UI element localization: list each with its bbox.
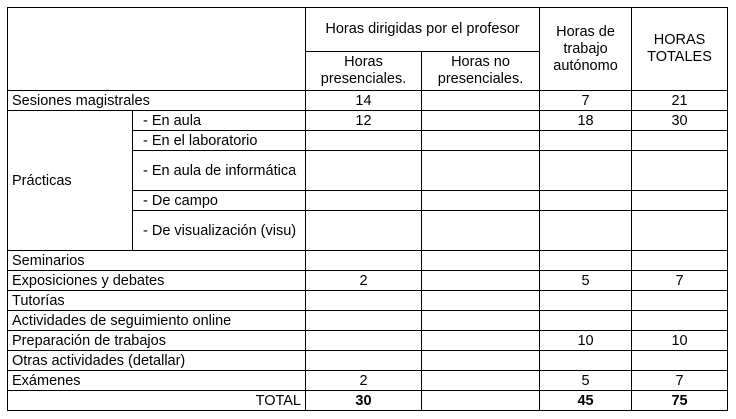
cell-autonomo bbox=[540, 251, 632, 271]
row-label: Preparación de trabajos bbox=[8, 331, 306, 351]
row-label: - De campo bbox=[133, 191, 306, 211]
cell-autonomo bbox=[540, 211, 632, 251]
total-no-presenciales bbox=[422, 391, 540, 411]
cell-total bbox=[632, 291, 728, 311]
row-label: Tutorías bbox=[8, 291, 306, 311]
cell-presenciales bbox=[306, 311, 422, 331]
cell-presenciales bbox=[306, 331, 422, 351]
cell-no-presenciales bbox=[422, 311, 540, 331]
cell-presenciales bbox=[306, 151, 422, 191]
row-label: - En aula bbox=[133, 111, 306, 131]
cell-autonomo bbox=[540, 291, 632, 311]
header-horas-autonomo: Horas de trabajo autónomo bbox=[540, 8, 632, 91]
cell-autonomo bbox=[540, 191, 632, 211]
cell-presenciales bbox=[306, 291, 422, 311]
cell-no-presenciales bbox=[422, 371, 540, 391]
cell-no-presenciales bbox=[422, 111, 540, 131]
cell-autonomo: 7 bbox=[540, 91, 632, 111]
header-empty-cell bbox=[8, 8, 306, 91]
cell-no-presenciales bbox=[422, 211, 540, 251]
cell-total bbox=[632, 131, 728, 151]
cell-total: 10 bbox=[632, 331, 728, 351]
cell-presenciales bbox=[306, 351, 422, 371]
practicas-label: Prácticas bbox=[8, 111, 133, 251]
cell-total bbox=[632, 251, 728, 271]
row-label: Actividades de seguimiento online bbox=[8, 311, 306, 331]
cell-no-presenciales bbox=[422, 191, 540, 211]
cell-no-presenciales bbox=[422, 351, 540, 371]
total-label: TOTAL bbox=[8, 391, 306, 411]
cell-presenciales bbox=[306, 211, 422, 251]
table-row bbox=[8, 311, 728, 331]
cell-autonomo bbox=[540, 311, 632, 331]
cell-autonomo bbox=[540, 151, 632, 191]
cell-total: 21 bbox=[632, 91, 728, 111]
header-horas-totales: HORAS TOTALES bbox=[632, 8, 728, 91]
table-row bbox=[8, 291, 728, 311]
table-row bbox=[8, 271, 728, 291]
cell-presenciales: 12 bbox=[306, 111, 422, 131]
cell-total bbox=[632, 311, 728, 331]
cell-no-presenciales bbox=[422, 151, 540, 191]
cell-total bbox=[632, 191, 728, 211]
cell-no-presenciales bbox=[422, 251, 540, 271]
table-row bbox=[8, 111, 728, 131]
cell-autonomo: 5 bbox=[540, 371, 632, 391]
cell-no-presenciales bbox=[422, 271, 540, 291]
cell-total bbox=[632, 351, 728, 371]
total-row bbox=[8, 391, 728, 411]
cell-total bbox=[632, 211, 728, 251]
total-presenciales: 30 bbox=[306, 391, 422, 411]
cell-no-presenciales bbox=[422, 91, 540, 111]
cell-total: 7 bbox=[632, 271, 728, 291]
row-label: Otras actividades (detallar) bbox=[8, 351, 306, 371]
cell-autonomo: 18 bbox=[540, 111, 632, 131]
cell-total: 7 bbox=[632, 371, 728, 391]
total-total: 75 bbox=[632, 391, 728, 411]
hours-table bbox=[7, 7, 728, 411]
table-row bbox=[8, 371, 728, 391]
row-label: - De visualización (visu) bbox=[133, 211, 306, 251]
row-label: Seminarios bbox=[8, 251, 306, 271]
row-label: Exposiciones y debates bbox=[8, 271, 306, 291]
cell-presenciales bbox=[306, 131, 422, 151]
cell-autonomo bbox=[540, 131, 632, 151]
row-label: - En aula de informática bbox=[133, 151, 306, 191]
row-label: Exámenes bbox=[8, 371, 306, 391]
row-label: - En el laboratorio bbox=[133, 131, 306, 151]
cell-presenciales: 14 bbox=[306, 91, 422, 111]
row-label: Sesiones magistrales bbox=[8, 91, 306, 111]
cell-no-presenciales bbox=[422, 131, 540, 151]
cell-autonomo bbox=[540, 351, 632, 371]
cell-presenciales: 2 bbox=[306, 371, 422, 391]
cell-no-presenciales bbox=[422, 291, 540, 311]
header-horas-presenciales: Horas presenciales. bbox=[306, 52, 422, 91]
table-row bbox=[8, 351, 728, 371]
cell-presenciales bbox=[306, 191, 422, 211]
cell-no-presenciales bbox=[422, 331, 540, 351]
total-autonomo: 45 bbox=[540, 391, 632, 411]
cell-autonomo: 5 bbox=[540, 271, 632, 291]
table-row bbox=[8, 331, 728, 351]
cell-presenciales: 2 bbox=[306, 271, 422, 291]
header-horas-no-presenciales: Horas no presenciales. bbox=[422, 52, 540, 91]
table-row bbox=[8, 251, 728, 271]
cell-autonomo: 10 bbox=[540, 331, 632, 351]
table-row bbox=[8, 91, 728, 111]
cell-total bbox=[632, 151, 728, 191]
cell-presenciales bbox=[306, 251, 422, 271]
header-horas-dirigidas: Horas dirigidas por el profesor bbox=[306, 8, 540, 52]
cell-total: 30 bbox=[632, 111, 728, 131]
